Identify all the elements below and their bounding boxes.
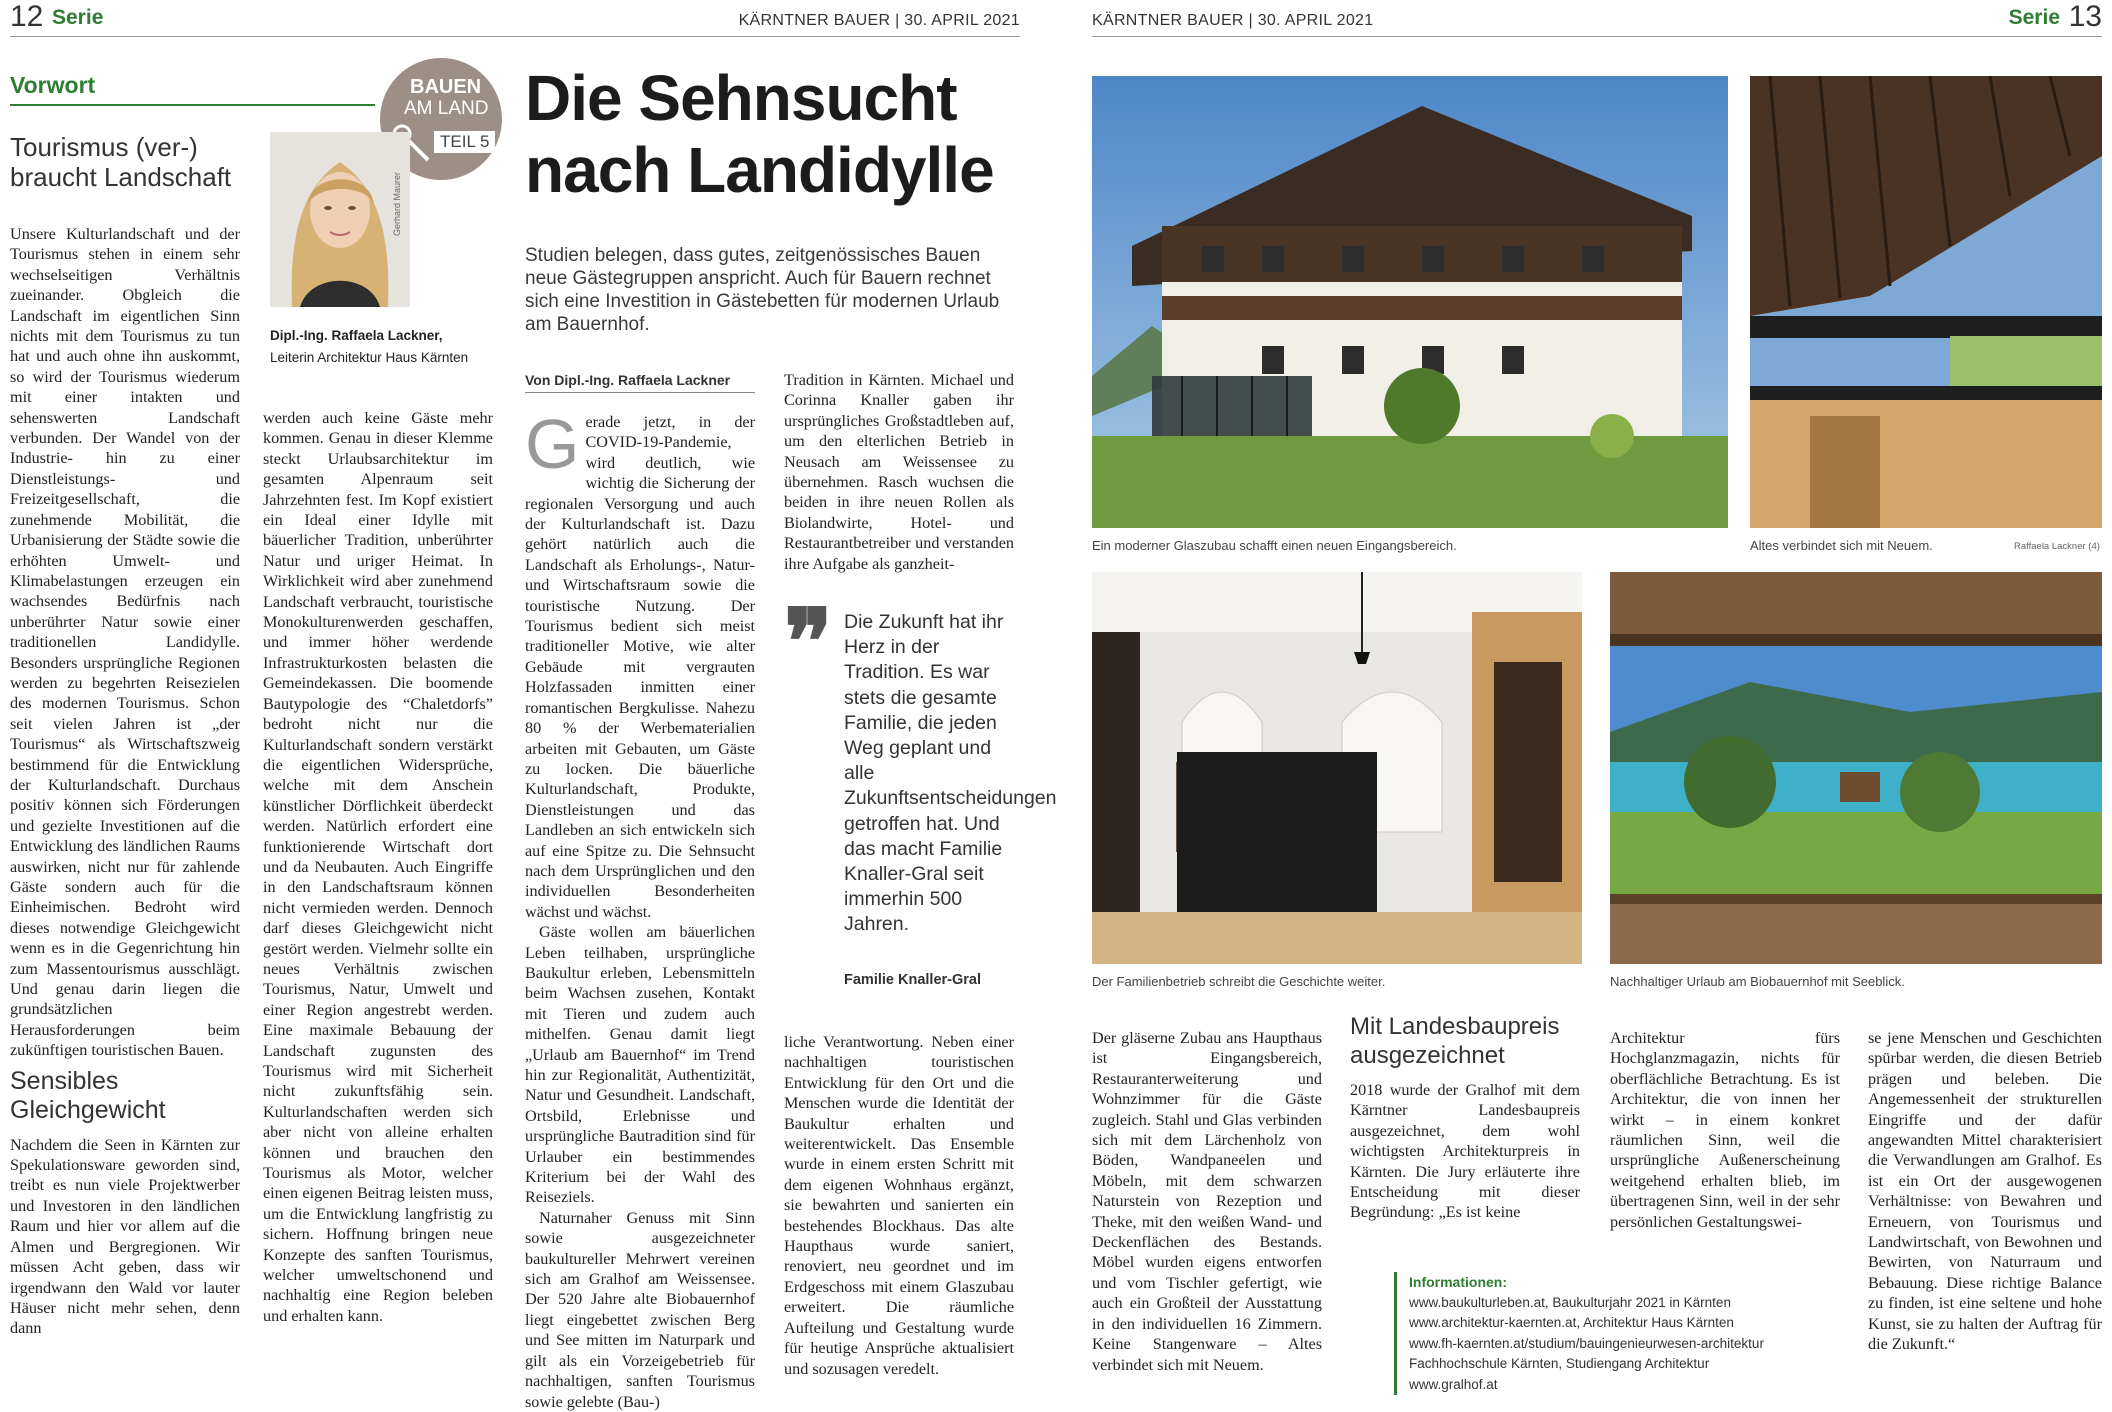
publication-line: KÄRNTNER BAUER | 30. APRIL 2021 <box>1092 12 1374 29</box>
vorwort-title: Tourismus (ver-) braucht Landschaft <box>10 132 232 192</box>
right-page <box>1082 0 2112 1398</box>
info-line[interactable]: www.baukulturleben.at, Baukulturjahr 2021 in Kärnten <box>1409 1294 1731 1310</box>
article-paragraph: liche Verantwortung. Neben einer nachhaltigen touristischen Entwicklung für den Ort und die Menschen wurde die Identität der Baukultur erhalten und weiterentwickelt. Das Ensemble wurde in einem ersten Schritt mit dem eigenen Wohnhaus ergänzt, sie bewahrten und sanierten ein bestehendes Blockhaus. Das alte Haupthaus wurde saniert, renoviert, neu geordnet und im Erdgeschoss mit einem Glaszubau erweitert. Die räumliche Aufteilung und Gestaltung wurde für heutige Ansprüche aktualisiert und sozusagen veredelt. <box>784 1033 1014 1378</box>
right-column-3 <box>1610 1028 1840 1232</box>
vorwort-paragraph: Nachdem die Seen in Kärnten zur Spekulationsware geworden sind, treibt es nun viele Projektwerber und Investoren in den ländlichen Raum und hier vor allem auf die Almen und Bergregionen. Wir müssen Acht geben, dass wir irgendwann den Wald vor lauter Häuser nicht mehr sehen, denn dann <box>10 1135 240 1338</box>
photo-reception-interior <box>1092 572 1582 964</box>
page-header <box>1092 0 2102 37</box>
photo-hotel-exterior <box>1092 76 1728 528</box>
vorwort-label: Vorwort <box>10 72 96 98</box>
right-column-4 <box>1868 1028 2102 1355</box>
info-title: Informationen: <box>1409 1274 1507 1290</box>
page-number: 12 <box>10 0 44 33</box>
author-name: Dipl.-Ing. Raffaela Lackner, <box>270 328 443 343</box>
info-line[interactable]: www.architektur-kaernten.at, Architektur Haus Kärnten <box>1409 1315 1734 1330</box>
right-column-2 <box>1350 1080 1580 1223</box>
right-subhead: Mit Landesbaupreis ausgezeichnet <box>1350 1013 1560 1069</box>
quote-mark-icon: ❞ <box>784 594 833 693</box>
badge-line2: AM LAND <box>404 98 489 119</box>
section-label: Serie <box>52 6 104 29</box>
vorwort-paragraph: werden auch keine Gäste mehr kommen. Genau in dieser Klemme steckt Urlaubsarchitektur im gesamten Alpenraum seit Jahrzehnten fest. Im Kopf existiert ein Ideal einer Idylle mit bäuerlicher Tradition, unberührter Natur und uriger Heimat. In Wirklichkeit wird aber zunehmend Landschaft verbraucht, touristische Monokulturenwerden geschaffen, und immer höher werdende Infrastrukturkosten belasten die Gemeindekassen. Die boomende Bautypologie des “Chaletdorfs” bedroht nicht nur die Kulturlandschaft sondern verstärkt die eigentlichen Widersprüche, welche mit dem Anschein künstlicher Dörflichkeit überdeckt werden. Natürlich erfordert eine funktionierende Wirtschaft dort und da Neubauten. Auch Eingriffe in den Landschaftsraum können nicht vermieden werden. Dennoch darf dieses Gleichgewicht nicht gestört werden. Vielmehr sollte ein neues Verhältnis zwischen Tourismus, Natur, Umwelt und einer Region angestrebt werden. Eine maximale Bebauung der Landschaft zugunsten des Tourismus wird mit Sicherheit nicht zukunftsfähig sein. Kulturlandschaften werden sich aber nicht von alleine erhalten können und brauchen den Tourismus als Motor, welcher einen eigenen Beitrag leisten muss, um die Entwicklung langfristig zu sichern. Hoffnung bringen neue Konzepte des sanften Tourismus, welcher umweltschonend und nachhaltig eine Region beleben und erhalten kann. <box>263 409 493 1325</box>
vorwort-paragraph: Unsere Kulturlandschaft und der Tourismus stehen in einem sehr wechselseitigen Verhältnis zueinander. Obgleich die Landschaft im eigentlichen Sinn nichts mit dem Tourismus zu tun hat und auch ohne ihn auskommt, so wird der Tourismus wiederum mit einer intakten und sehenswerten Landschaft verbunden. Der Wandel von der Industrie- hin zu einer Dienstleistungs- und Freizeitgesellschaft, die zunehmende Mobilität, die Urbanisierung der Städte sowie die erhöhten Umwelt- und Klimabelastungen erzeugen ein wachsendes Bedürfnis nach unberührter Natur sowie einer traditionellen Landidylle. Besonders ursprüngliche Regionen werden zu begehrten Reisezielen des modernen Tourismus. Schon seit vielen Jahren ist „der Tourismus“ als Wirtschaftszweig bestimmend für die Entwicklung der Kulturlandschaft. Durchaus positiv können sich Förderungen und gezielte Investitionen auf die Entwicklung des ländlichen Raums auswirken, nicht nur für zahlende Gäste sondern auch für die Einheimischen. Bedroht wird dieses notwendige Gleichgewicht wenn es in die Gegenrichtung hin zum Massentourismus ausschlägt. Und genau darin liegen die grundsätzlichen Herausforderungen beim zukünftigen touristischen Bauen. <box>10 225 240 1060</box>
info-box <box>1394 1272 1829 1395</box>
article-column-2-top <box>784 370 1014 574</box>
article-headline: Die Sehnsucht nach Landidylle <box>525 62 994 206</box>
article-byline: Von Dipl.-Ing. Raffaela Lackner <box>525 372 755 393</box>
section-label: Serie <box>2008 6 2060 29</box>
vorwort-rule <box>10 104 375 106</box>
info-line[interactable]: www.gralhof.at <box>1409 1376 1498 1392</box>
article-paragraph: Naturnaher Genuss mit Sinn sowie ausgezeichneter baukultureller Mehrwert vereinen sich am Gralhof am Weissensee. Der 520 Jahre alte Biobauernhof liegt eingebettet zwischen Berg und See mitten im Naturpark und gilt als ein Vorzeigebetrieb für nachhaltigen, sanften Tourismus sowie gelebte (Bau-) <box>525 1208 755 1411</box>
article-column-1 <box>525 405 755 1412</box>
article-paragraph: se jene Menschen und Geschichten spürbar werden, die diesen Betrieb prägen und beleben. Die Angemessenheit der strukturellen Eingriffe und der dafür angewandten Mittel charakterisiert die Verwandlungen am Gralhof. Es ist ein Ort der ausgewogenen Verhältnisse: von Bewahren und Erneuern, von Tourismus und Landwirtschaft, von Bewohnen und Bewirten, von Naturraum und Bebauung. Diese richtige Balance zu finden, ist eine seltene und hohe Kunst, sie zu halten der Auftrag für die Zukunft.“ <box>1868 1029 2102 1354</box>
vorwort-subhead: Sensibles Gleichgewicht <box>10 1066 166 1124</box>
info-line: Fachhochschule Kärnten, Studiengang Architektur <box>1409 1356 1710 1371</box>
article-column-2-bottom <box>784 1032 1014 1379</box>
page-header <box>10 0 1020 37</box>
quote-source: Familie Knaller-Gral <box>844 972 981 988</box>
photo-caption: Altes verbindet sich mit Neuem. <box>1750 538 1933 553</box>
photo-caption: Ein moderner Glaszubau schafft einen neuen Eingangsbereich. <box>1092 538 1457 553</box>
article-lead: Studien belegen, dass gutes, zeitgenössisches Bauen neue Gästegruppen anspricht. Auch für Bauern rechnet sich eine Investition in Gästebetten für modernen Urlaub am Bauernhof. <box>525 245 1000 335</box>
article-paragraph: Architektur fürs Hochglanzmagazin, nichts für oberflächliche Betrachtung. Es ist Architektur, die von innen her wirkt – in einem konkret räumlichen Sinn, weil die ursprüngliche Außenerscheinung weitgehend erhalten blieb, im übertragenen Sinn, weil in der sehr persönlichen Gestaltungswei- <box>1610 1029 1840 1231</box>
info-line[interactable]: www.fh-kaernten.at/studium/bauingenieurwesen-architektur <box>1409 1335 1764 1351</box>
article-paragraph: Gäste wollen am bäuerlichen Leben teilhaben, ursprüngliche Baukultur erleben, Lebensmitteln beim Wachsen zusehen, Kontakt mit Tieren und zudem auch mithelfen. Genau damit liegt „Urlaub am Bauernhof“ im Trend hin zur Regionalität, Authentizität, Natur und Gesundheit. Landschaft, Ortsbild, Erlebnisse und ursprüngliche Bautradition sind für Urlauber ein bestimmendes Kriterium bei der Wahl des Reiseziels. <box>525 923 755 1207</box>
badge-line3: TEIL 5 <box>434 131 495 153</box>
vorwort-column-1 <box>10 224 240 1339</box>
photo-old-meets-new <box>1750 76 2102 528</box>
article-paragraph: 2018 wurde der Gralhof mit dem Kärntner Landesbaupreis ausgezeichnet, dem wohl wichtigsten Architekturpreis in Kärnten. Die Jury erläuterte ihre Entscheidung mit dieser Begründung: „Es ist keine <box>1350 1081 1580 1222</box>
portrait-credit: Gerhard Maurer <box>392 171 402 236</box>
quote-text: Die Zukunft hat ihr Herz in der Tradition. Es war stets die gesamte Familie, die jeden Weg geplant und alle Zukunftsentscheidungen getroffen hat. Und das macht Familie Knaller-Gral seit immerhin 500 Jahren. <box>844 611 1057 936</box>
page-number: 13 <box>2068 0 2102 33</box>
article-paragraph: Tradition in Kärnten. Michael und Corinna Knaller gaben ihr ursprüngliches Großstadtleben auf, um den elterlichen Betrieb in Neusach am Weissensee zu übernehmen. Rasch wuchsen die beiden in ihre neuen Rollen als Biolandwirte, Hotel- und Restaurantbetreiber und verstanden ihre Aufgabe als ganzheit- <box>784 371 1014 573</box>
publication-line: KÄRNTNER BAUER | 30. APRIL 2021 <box>738 12 1020 29</box>
photo-caption: Der Familienbetrieb schreibt die Geschichte weiter. <box>1092 974 1386 989</box>
photo-credit: Raffaela Lackner (4) <box>2014 541 2100 552</box>
article-paragraph: erade jetzt, in der COVID-19-Pandemie, wird deutlich, wie wichtig die Sicherung der regionalen Versorgung und auch der Kulturlandschaft ist. Dazu gehört natürlich auch die Landschaft als Erholungs-, Natur- und Wirtschaftsraum sowie die touristische Nutzung. Der Tourismus bedient sich meist traditioneller Motive, wie alter Gebäude mit vergrauten Holzfassaden inmitten einer romantischen Bergkulisse. Nahezu 80 % der Werbematerialien arbeiten mit Gebauten, um Gäste zu locken. Die bäuerliche Kulturlandschaft, Produkte, Dienstleistungen und das Landleben an sich entwickeln sich auf eine Spitze zu. Die Sehnsucht nach dem Ursprünglichen und den individuellen Besonderheiten wächst und wächst. <box>525 413 755 921</box>
badge-line1: BAUEN <box>410 76 482 98</box>
author-portrait <box>270 132 410 307</box>
photo-lake-view <box>1610 572 2102 964</box>
drop-cap: G <box>525 405 580 483</box>
article-paragraph: Der gläserne Zubau ans Haupthaus ist Eingangsbereich, Restauranterweiterung und Wohnzimmer für die Gäste zugleich. Stahl und Glas verbinden sich mit dem Lärchenholz von Böden, Wandpaneelen und Möbeln, mit dem schwarzen Naturstein von Rezeption und Theke, mit den weißen Wand- und Deckenflächen des Bestands. Möbel wurden eigens entworfen und vom Tischler gefertigt, wie auch ein Großteil der Ausstattung in den individuellen 16 Zimmern. Keine Stangenware – Altes verbindet sich mit Neuem. <box>1092 1029 1322 1374</box>
photo-caption: Nachhaltiger Urlaub am Biobauernhof mit Seeblick. <box>1610 974 1905 989</box>
author-role: Leiterin Architektur Haus Kärnten <box>270 350 469 365</box>
vorwort-column-2 <box>263 408 493 1326</box>
right-column-1 <box>1092 1028 1322 1375</box>
